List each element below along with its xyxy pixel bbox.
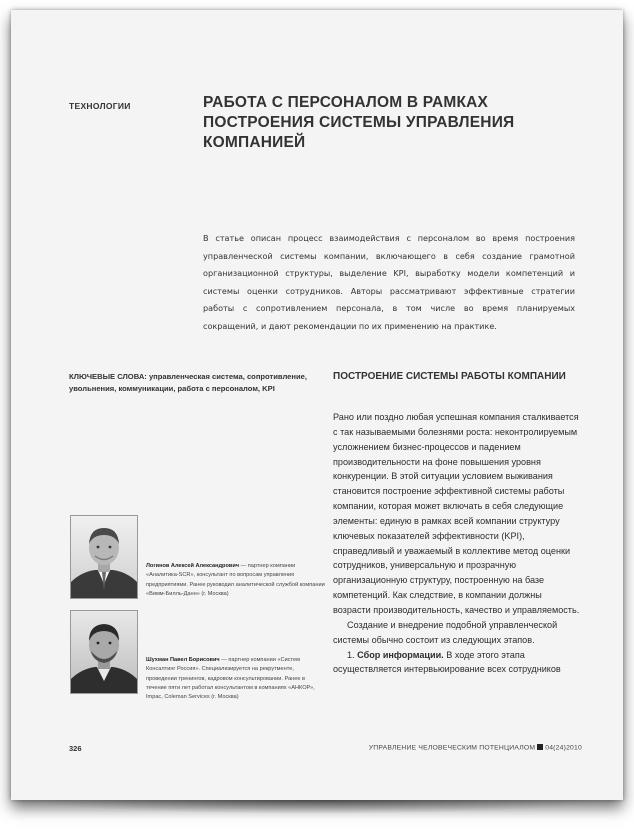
footer-magazine bbox=[369, 744, 582, 752]
magazine-name: УПРАВЛЕНИЕ ЧЕЛОВЕЧЕСКИМ ПОТЕНЦИАЛОМ bbox=[368, 744, 536, 752]
list-item-heading: Сбор информации. bbox=[357, 649, 444, 660]
body-paragraph-3 bbox=[333, 648, 581, 678]
author-photo-2 bbox=[70, 610, 138, 694]
keywords: КЛЮЧЕВЫЕ СЛОВА: управленческая система, сопротивление, увольнения, коммуникации, работа с персоналом, KPI bbox=[69, 372, 307, 393]
article-abstract: В статье описан процесс взаимодействия с персоналом во время построения управленческой системы компании, включающего в себя создание грамотной организационной структуры, выделение KPI, выработку модели компетенций и системы оценки сотрудников. Авторы рассматривают эффективные стратегии работы с сопротивлением персонала, в том числе во время планируемых сокращений, и дают рекомендации по их применению на практике. bbox=[203, 233, 575, 331]
page-shadow bbox=[30, 800, 604, 814]
author-description-1: — партнер компании «Аналитика-SCR», консультант по вопросам управления предприятиями. Ранее руководил аналитической службой компании «Вимм-Билль-Данн» (г. Москва) bbox=[146, 563, 325, 597]
author-bio-2 bbox=[146, 656, 326, 702]
author-photo-1 bbox=[70, 515, 138, 599]
article-title: РАБОТА С ПЕРСОНАЛОМ В РАМКАХ ПОСТРОЕНИЯ СИСТЕМЫ УПРАВЛЕНИЯ КОМПАНИЕЙ bbox=[203, 94, 515, 151]
page-number: 326 bbox=[69, 744, 82, 753]
author-bio-1 bbox=[146, 562, 326, 599]
square-bullet-icon bbox=[537, 744, 543, 750]
author-name-2: Шухман Павел Борисович bbox=[146, 657, 220, 663]
list-number: 1. bbox=[347, 649, 355, 660]
list-item-text: В ходе этого этапа осуществляется интервьюирование всех сотрудников bbox=[333, 649, 561, 675]
author-name-1: Логинов Алексей Александрович bbox=[146, 563, 240, 569]
section-label: ТЕХНОЛОГИИ bbox=[69, 101, 131, 111]
section-heading: ПОСТРОЕНИЕ СИСТЕМЫ РАБОТЫ КОМПАНИИ bbox=[333, 371, 566, 382]
body-paragraph-2: Создание и внедрение подобной управленческой системы обычно состоит из следующих этапов. bbox=[333, 619, 558, 645]
magazine-issue: 04(24)2010 bbox=[545, 744, 582, 752]
author-description-2: — партнер компании «Систем Консалтинг Россия». Специализируется на рекрутменте, проведении тренингов, кадровом консультировании. Ранее в течение пяти лет работал консультантом в компаниях «АНКОР», Impac, Coleman Services (г. Москва) bbox=[146, 657, 315, 701]
article-body bbox=[333, 410, 581, 677]
body-paragraph-1: Рано или поздно любая успешная компания сталкивается с так называемыми болезнями роста: неконтролируемым усложнением бизнес-процессов и падением производительности на фоне повышения уровня конкуренции. В этой ситуации условием выживания становится построение эффективной системы работы компании, которая может включать в себя следующие элементы: единую в рамках всей компании структуру ключевых показателей эффективности (KPI), справедливый и уважаемый в коллективе метод оценки сотрудников, универсальную и прозрачную организационную структуру, построенную на базе компетенций. Как следствие, в компании должны возрасти производительность, качество и управляемость. bbox=[333, 412, 580, 615]
